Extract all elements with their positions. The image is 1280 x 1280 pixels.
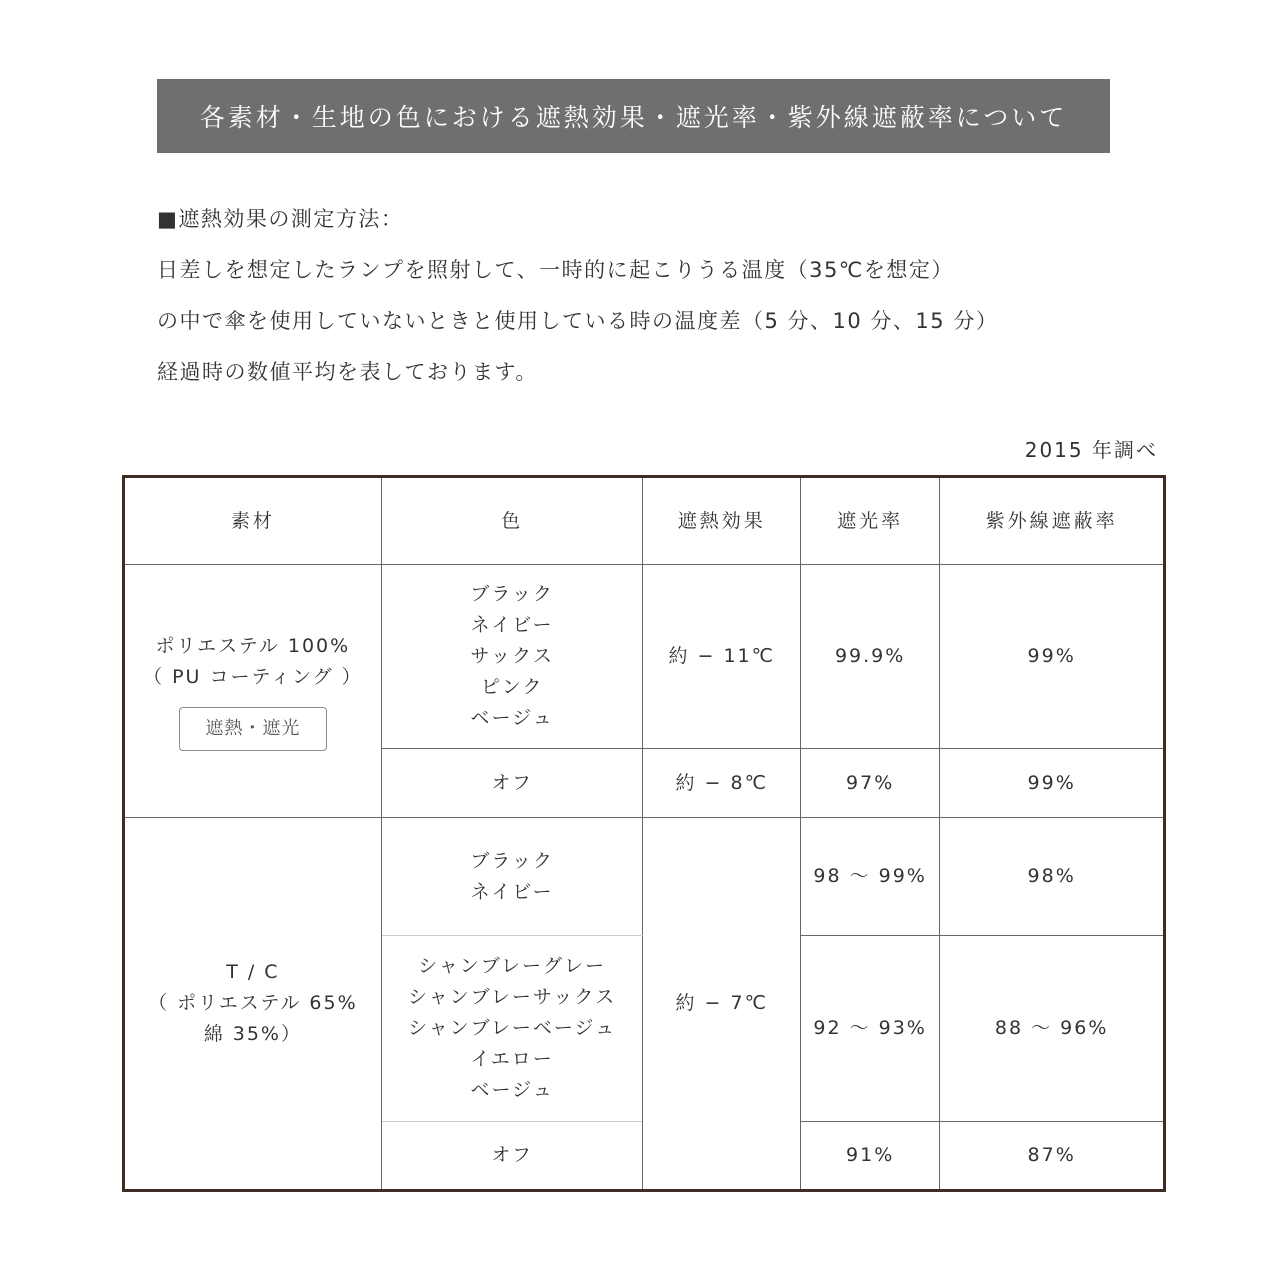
light-block-value: 91%: [800, 1121, 939, 1190]
color-cell: [381, 565, 643, 749]
light-block-value: 99.9%: [800, 565, 939, 749]
page-banner: [157, 79, 1110, 153]
uv-block-value: 98%: [940, 818, 1165, 935]
header-color: 色: [381, 477, 643, 565]
material-blend: （ ポリエステル 65%: [148, 992, 358, 1015]
color-cell: [381, 935, 643, 1121]
material-cell: [124, 818, 382, 1191]
banner-title: 各素材・生地の色における遮熱効果・遮光率・紫外線遮蔽率について: [199, 103, 1068, 132]
color-cell: [381, 1121, 643, 1190]
color-item: サックス: [470, 645, 554, 668]
feature-tag: 遮熱・遮光: [179, 707, 327, 751]
material-coating: （ PU コーティング ）: [143, 666, 363, 689]
table-row: [124, 565, 1165, 749]
color-item: イエロー: [470, 1047, 554, 1070]
color-item: ブラック: [470, 849, 554, 872]
color-item: ベージュ: [470, 707, 554, 730]
survey-year-note: 2015 年調べ: [1024, 438, 1158, 462]
header-light-block: 遮光率: [800, 477, 939, 565]
color-cell: [381, 749, 643, 818]
performance-table: [122, 475, 1166, 1192]
heat-shield-value: 約 − 7℃: [643, 818, 800, 1191]
color-item: オフ: [491, 771, 533, 794]
material-name: T / C: [226, 961, 280, 984]
measurement-method: [157, 202, 1157, 406]
heat-shield-value: 約 − 11℃: [643, 565, 800, 749]
table-row: [124, 818, 1165, 935]
table-header-row: [124, 477, 1165, 565]
method-line: 経過時の数値平均を表しております。: [157, 360, 538, 384]
color-item: シャンブレーベージュ: [408, 1016, 617, 1039]
header-material: 素材: [124, 477, 382, 565]
uv-block-value: 99%: [940, 749, 1165, 818]
color-item: シャンブレーサックス: [407, 985, 617, 1008]
material-blend: 綿 35%）: [203, 1023, 302, 1046]
material-cell: [124, 565, 382, 818]
color-item: ネイビー: [470, 614, 554, 637]
light-block-value: 97%: [800, 749, 939, 818]
color-item: ネイビー: [470, 880, 554, 903]
uv-block-value: 88 〜 96%: [940, 935, 1165, 1121]
color-item: ブラック: [470, 583, 554, 606]
heat-shield-value: 約 − 8℃: [643, 749, 800, 818]
color-item: シャンブレーグレー: [418, 954, 607, 977]
color-item: オフ: [491, 1143, 533, 1166]
uv-block-value: 87%: [940, 1121, 1165, 1190]
header-uv-block: 紫外線遮蔽率: [940, 477, 1165, 565]
material-name: ポリエステル 100%: [155, 635, 351, 658]
uv-block-value: 99%: [940, 565, 1165, 749]
method-heading: ■遮熱効果の測定方法：: [157, 207, 404, 231]
color-item: ベージュ: [470, 1078, 554, 1101]
method-line: の中で傘を使用していないときと使用している時の温度差（5 分、10 分、15 分）: [157, 309, 999, 333]
method-line: 日差しを想定したランプを照射して、一時的に起こりうる温度（35℃を想定）: [157, 258, 954, 282]
color-item: ピンク: [480, 676, 544, 699]
light-block-value: 98 〜 99%: [800, 818, 939, 935]
color-cell: [381, 818, 643, 935]
header-heat-shield: 遮熱効果: [643, 477, 800, 565]
light-block-value: 92 〜 93%: [800, 935, 939, 1121]
